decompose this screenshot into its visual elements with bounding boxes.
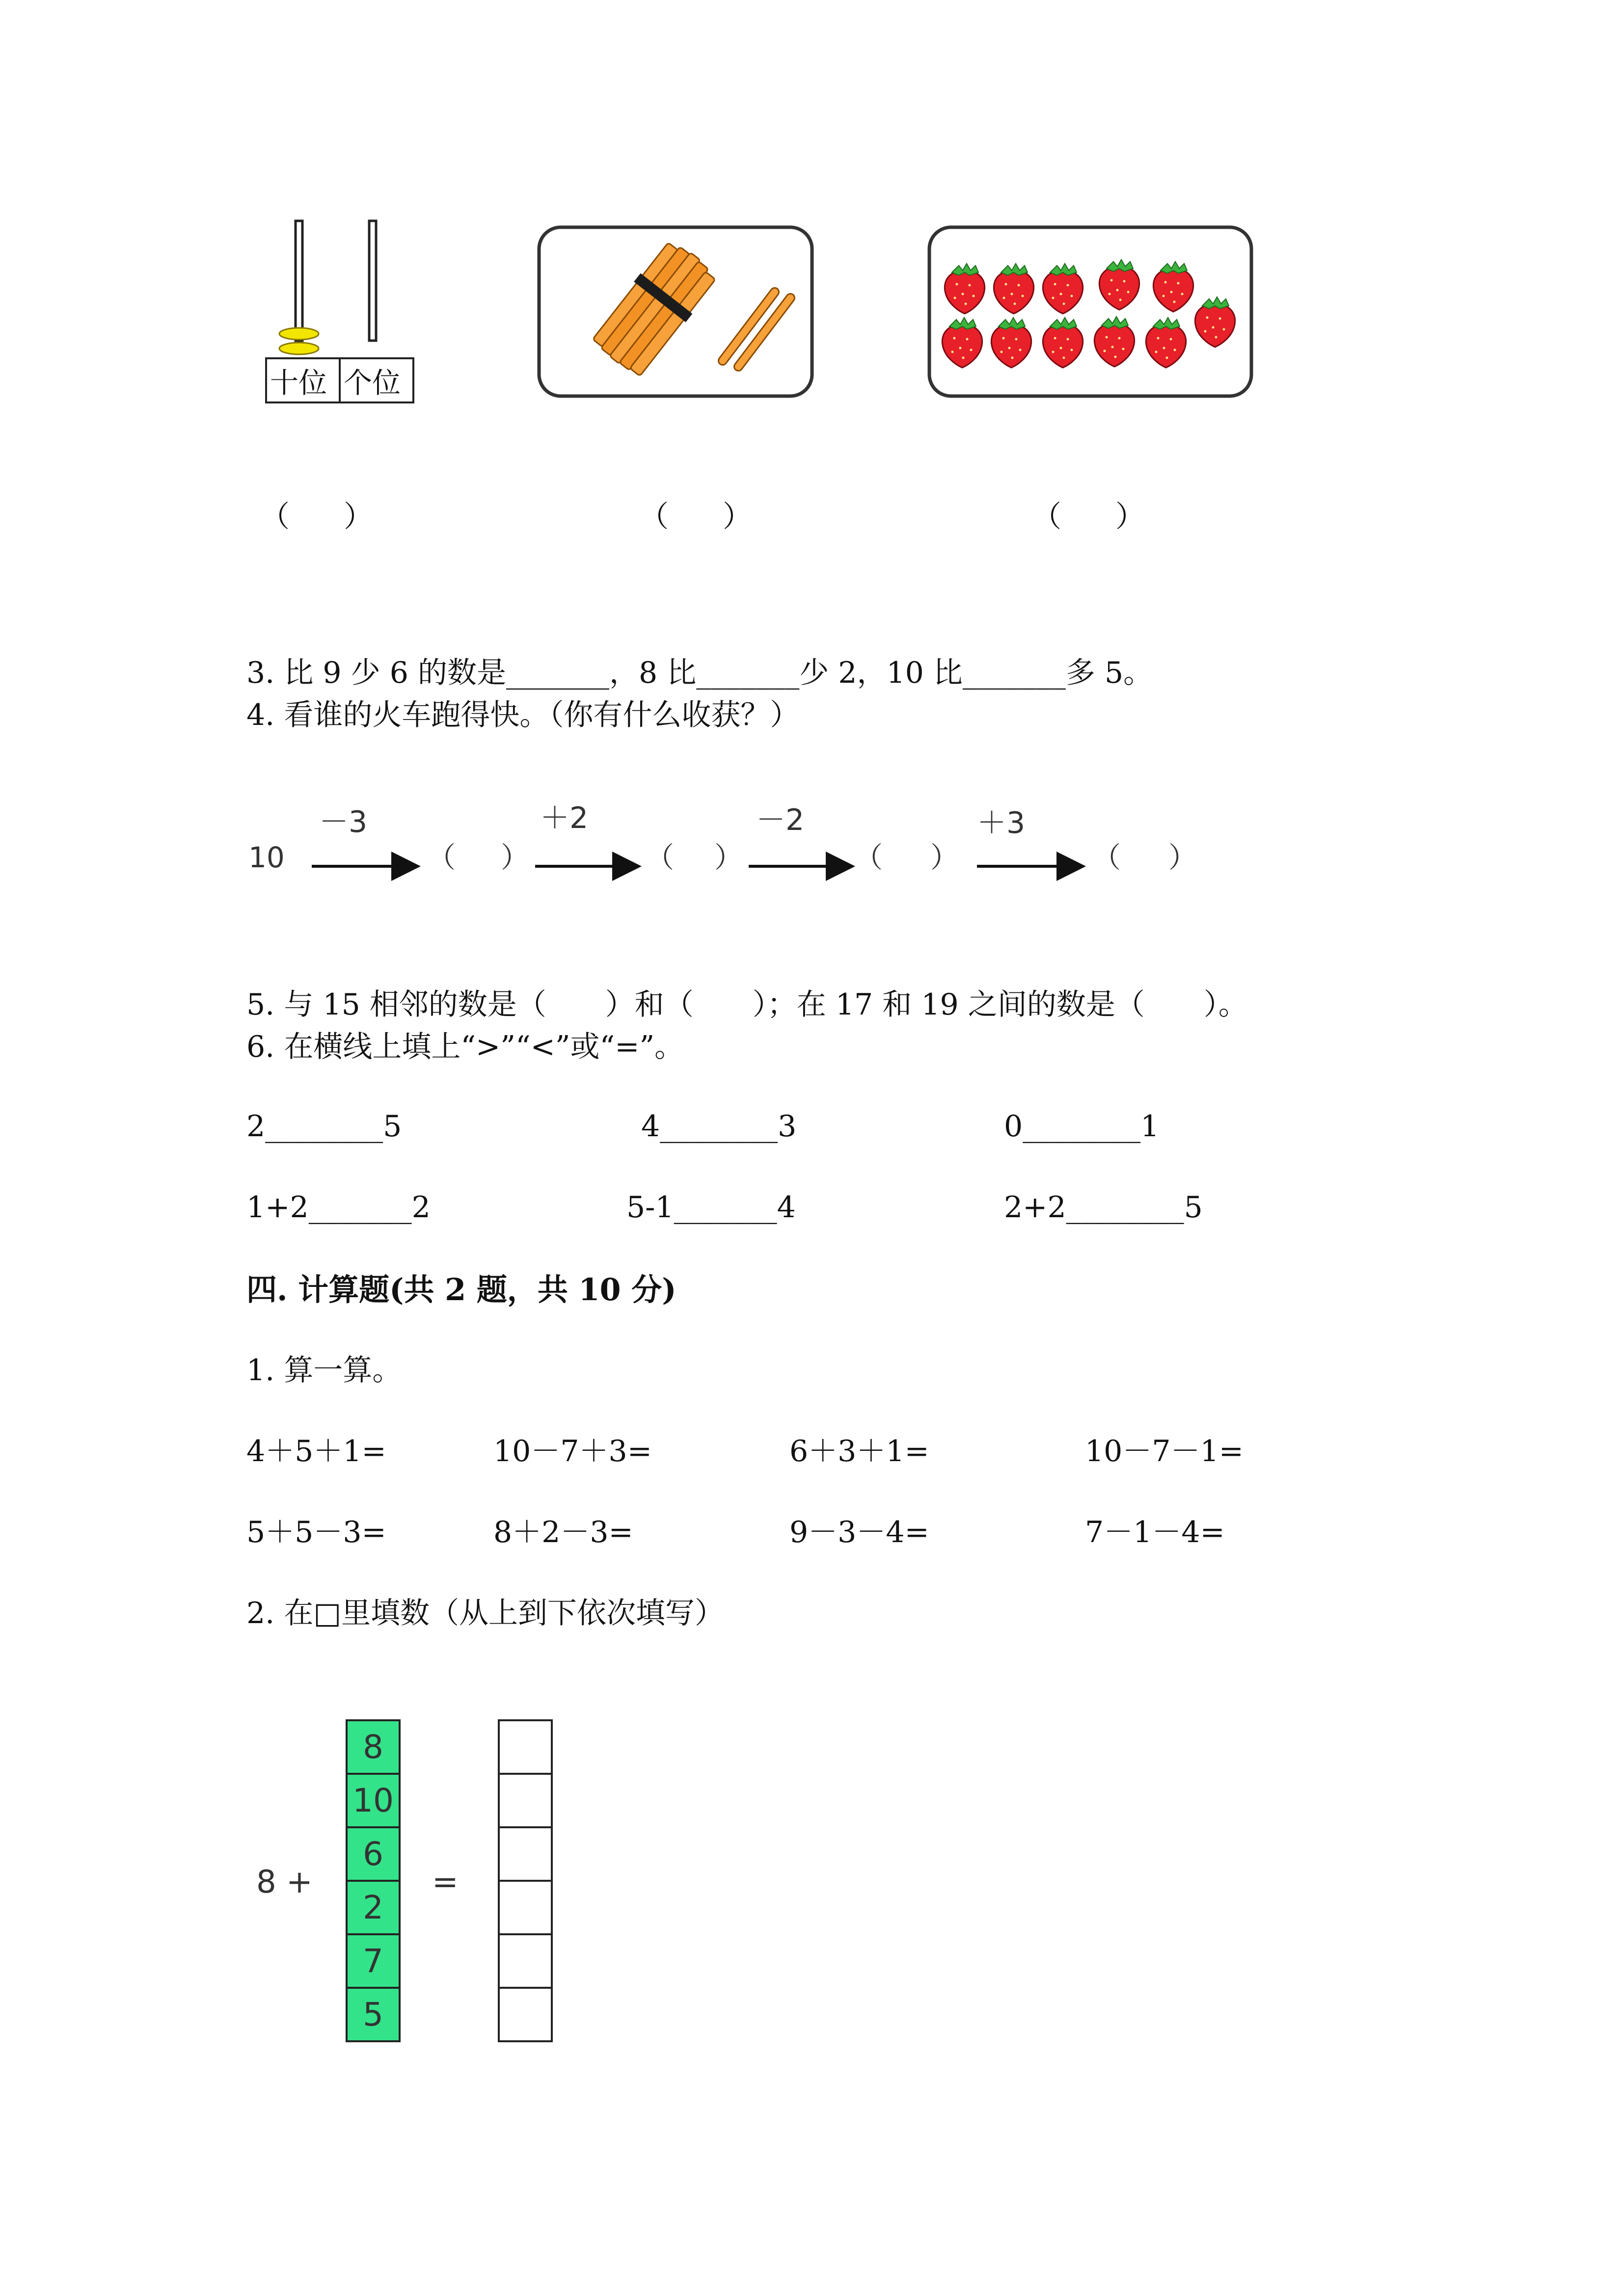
- abacus-tens-label: 十位: [270, 366, 327, 400]
- addend-column: [346, 1719, 401, 2042]
- calc-item: 4＋5＋1=: [246, 1434, 386, 1468]
- addend-cell: 5: [346, 1987, 401, 2042]
- abacus-bead: [279, 343, 319, 354]
- addend-cell: 8: [346, 1719, 401, 1775]
- answer-blank-strawberries: （ ）: [1032, 500, 1145, 534]
- answer-box[interactable]: [498, 1826, 553, 1882]
- section-title: 四. 计算题(共 2 题，共 10 分): [246, 1272, 677, 1308]
- answer-box[interactable]: [498, 1773, 553, 1828]
- train-blank-close: ）: [930, 841, 959, 874]
- calc-item: 10－7＋3=: [493, 1434, 652, 1468]
- train-blank-open: （: [854, 841, 883, 874]
- train-blank-open: （: [427, 841, 456, 874]
- equals-sign: =: [432, 1864, 459, 1900]
- addend-cell: 10: [346, 1773, 401, 1828]
- addend-cell: 2: [346, 1880, 401, 1935]
- abacus-bead: [279, 328, 319, 340]
- answer-column: [498, 1719, 553, 2042]
- question-3: 3. 比 9 少 6 的数是_______，8 比_______少 2，10 比_______多 5。: [246, 656, 1153, 690]
- sticks-figure: [535, 223, 820, 405]
- answer-blank-abacus: （ ）: [260, 500, 373, 534]
- question-6: 6. 在横线上填上“>”“<”或“=”。: [246, 1030, 684, 1064]
- train-step-3: －2: [756, 803, 805, 837]
- calc-item: 8＋2－3=: [493, 1515, 633, 1549]
- calc-item: 7－1－4=: [1085, 1515, 1225, 1549]
- strawberries-figure: [925, 223, 1259, 405]
- train-blank-open: （: [1092, 841, 1121, 874]
- calc-question-1: 1. 算一算。: [246, 1353, 402, 1388]
- calc-item: 10－7－1=: [1085, 1434, 1244, 1468]
- abacus-figure: [255, 211, 422, 417]
- train-blank-open: （: [646, 841, 675, 874]
- compare-item: 5-1_______4: [626, 1190, 796, 1225]
- addend-cell: 7: [346, 1933, 401, 1989]
- calc-item: 9－3－4=: [789, 1515, 929, 1549]
- calc-item: 6＋3＋1=: [789, 1434, 929, 1468]
- compare-item: 4________3: [641, 1109, 797, 1144]
- compare-item: 0________1: [1004, 1109, 1160, 1144]
- calc-question-2: 2. 在□里填数（从上到下依次填写）: [246, 1596, 725, 1630]
- compare-item: 1+2_______2: [246, 1190, 431, 1225]
- train-blank-close: ）: [714, 841, 743, 874]
- compare-item: 2+2________5: [1004, 1190, 1203, 1225]
- question-4: 4. 看谁的火车跑得快。（你有什么收获？）: [246, 698, 800, 732]
- train-start-number: 10: [248, 841, 285, 874]
- answer-box[interactable]: [498, 1987, 553, 2042]
- train-step-2: ＋2: [540, 802, 589, 835]
- calc-item: 5＋5－3=: [246, 1515, 386, 1549]
- train-diagram: [245, 802, 1208, 896]
- answer-blank-sticks: （ ）: [639, 500, 752, 534]
- abacus-ones-label: 个位: [344, 366, 401, 400]
- train-step-1: －3: [319, 805, 368, 839]
- train-blank-close: ）: [501, 841, 530, 874]
- train-blank-close: ）: [1168, 841, 1197, 874]
- train-step-4: ＋3: [977, 806, 1026, 840]
- question-5: 5. 与 15 相邻的数是（ ）和（ ）；在 17 和 19 之间的数是（ ）。: [246, 988, 1248, 1022]
- addend-cell: 6: [346, 1826, 401, 1882]
- answer-box[interactable]: [498, 1719, 553, 1775]
- answer-box[interactable]: [498, 1933, 553, 1989]
- compare-item: 2________5: [246, 1109, 402, 1144]
- answer-box[interactable]: [498, 1880, 553, 1935]
- addition-prefix: 8 +: [256, 1864, 313, 1900]
